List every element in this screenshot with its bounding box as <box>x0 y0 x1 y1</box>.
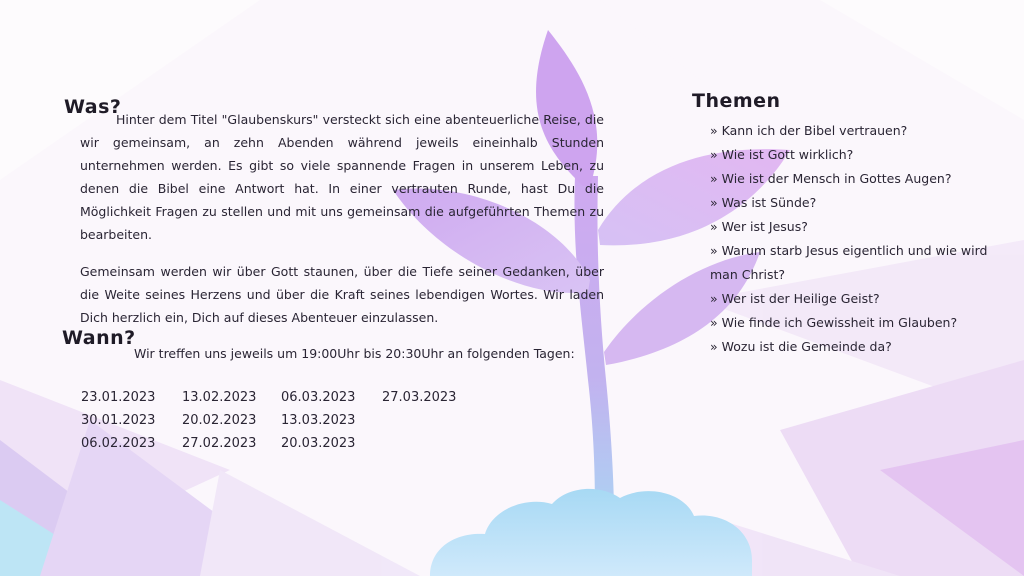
date-item: 20.03.2023 <box>281 436 356 451</box>
date-item: 06.03.2023 <box>281 390 356 405</box>
date-item: 06.02.2023 <box>81 436 156 451</box>
wann-text: Wir treffen uns jeweils um 19:00Uhr bis 20:30Uhr an folgenden Tagen: <box>134 346 575 361</box>
date-item: 13.02.2023 <box>182 390 257 405</box>
date-item <box>382 409 482 432</box>
wann-heading: Wann? <box>62 327 136 349</box>
themen-item: » Warum starb Jesus eigentlich und wie wird man Christ? <box>710 243 988 282</box>
was-paragraph-2: Gemeinsam werden wir über Gott staunen, über die Tiefe seiner Gedanken, über die Weite seines Herzens und über die Kraft seines lebendigen Wortes. Wir laden Dich herzlich ein, Dich auf dieses Abenteuer einzulassen. <box>80 264 604 325</box>
themen-item: » Wie ist der Mensch in Gottes Augen? <box>710 171 952 186</box>
date-item: 27.03.2023 <box>382 390 457 405</box>
themen-list <box>710 119 1000 359</box>
date-item <box>382 432 482 455</box>
cloud-shape <box>430 489 752 576</box>
date-item: 30.01.2023 <box>81 413 156 428</box>
was-heading: Was? <box>64 96 122 118</box>
themen-item: » Wie ist Gott wirklich? <box>710 147 854 162</box>
themen-item: » Wozu ist die Gemeinde da? <box>710 339 892 354</box>
was-paragraph-1: Hinter dem Titel "Glaubenskurs" versteckt sich eine abenteuerliche Reise, die wir gemeinsam, an zehn Abenden während jeweils eineinhalb Stunden unternehmen werden. Es gibt so viele spannende Fragen in unserem Leben, zu denen die Bibel eine Antwort hat. In einer vertrauten Runde, hast Du die Möglichkeit Fragen zu stellen und mit uns gemeinsam die aufgeführten Themen zu bearbeiten. <box>80 112 604 242</box>
themen-item: » Was ist Sünde? <box>710 195 817 210</box>
date-item: 27.02.2023 <box>182 436 257 451</box>
themen-item: » Kann ich der Bibel vertrauen? <box>710 123 908 138</box>
was-section <box>64 108 604 329</box>
themen-heading: Themen <box>692 90 781 112</box>
date-grid <box>81 386 482 455</box>
date-item: 13.03.2023 <box>281 413 356 428</box>
date-item: 23.01.2023 <box>81 390 156 405</box>
date-item: 20.02.2023 <box>182 413 257 428</box>
themen-item: » Wer ist der Heilige Geist? <box>710 291 880 306</box>
themen-item: » Wie finde ich Gewissheit im Glauben? <box>710 315 958 330</box>
themen-item: » Wer ist Jesus? <box>710 219 808 234</box>
